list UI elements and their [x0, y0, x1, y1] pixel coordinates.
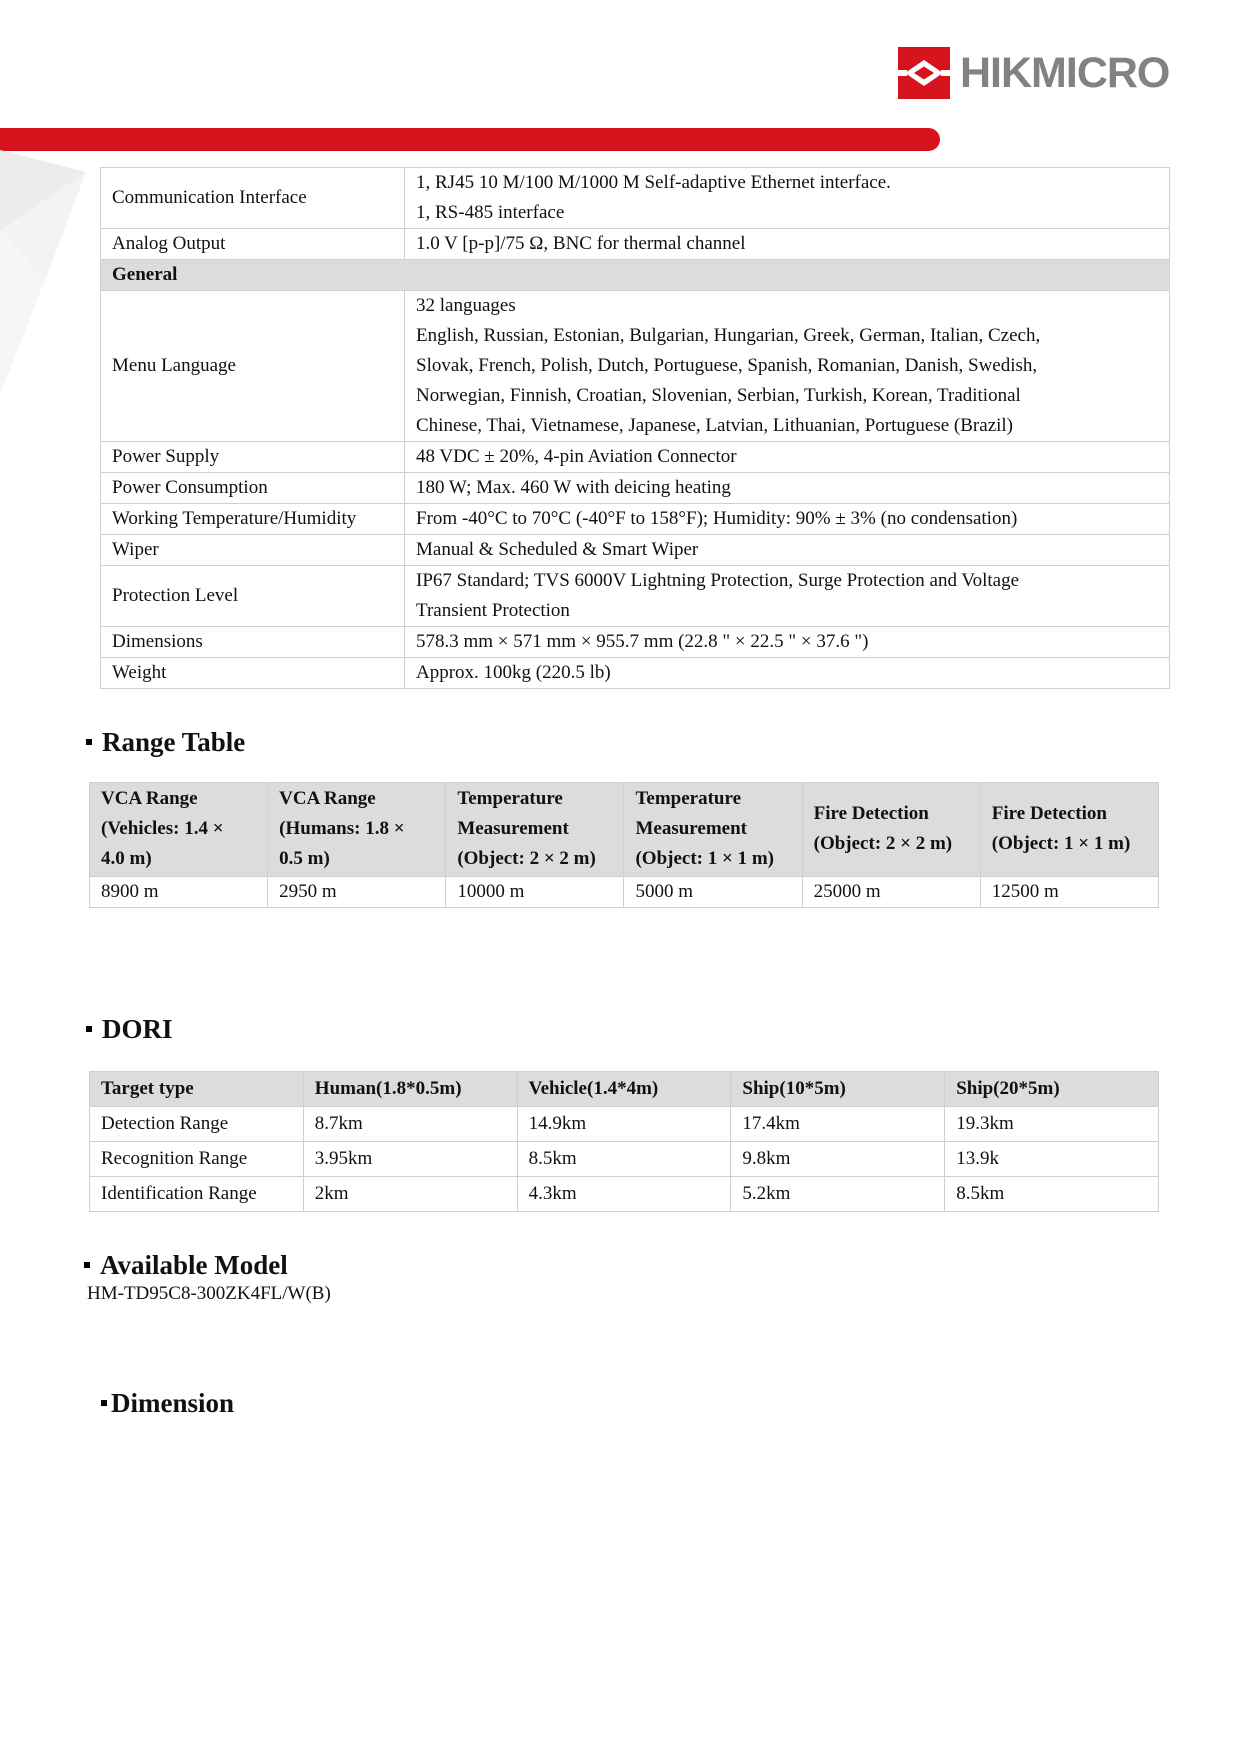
spec-label: Dimensions	[101, 627, 405, 658]
spec-label: Menu Language	[101, 291, 405, 442]
spec-value-line: Chinese, Thai, Vietnamese, Japanese, Latvian, Lithuanian, Portuguese (Brazil)	[416, 415, 1014, 436]
dimension-heading	[101, 1386, 234, 1420]
spec-value: 1.0 V [p-p]/75 Ω, BNC for thermal channel	[405, 229, 1170, 260]
spec-value-line: Slovak, French, Polish, Dutch, Portuguese, Spanish, Romanian, Danish, Swedish,	[416, 355, 1038, 376]
table-cell: 5000 m	[624, 877, 802, 908]
table-row	[101, 627, 1170, 658]
available-model-heading	[84, 1248, 288, 1282]
table-row	[90, 877, 1159, 908]
header-line: Temperature	[457, 788, 563, 809]
spec-label: Analog Output	[101, 229, 405, 260]
table-header-row	[90, 783, 1159, 877]
spec-value: Manual & Scheduled & Smart Wiper	[405, 535, 1170, 566]
spec-value: 48 VDC ± 20%, 4-pin Aviation Connector	[405, 442, 1170, 473]
header-red-bar	[0, 128, 940, 151]
spec-label: Wiper	[101, 535, 405, 566]
column-header: Ship(20*5m)	[945, 1072, 1159, 1107]
header-line: (Humans: 1.8 ×	[279, 818, 405, 839]
spec-value: Approx. 100kg (220.5 lb)	[405, 658, 1170, 689]
table-row	[101, 229, 1170, 260]
table-row	[101, 658, 1170, 689]
header-line: (Object: 2 × 2 m)	[813, 833, 953, 854]
column-header: Ship(10*5m)	[731, 1072, 945, 1107]
table-cell: 12500 m	[980, 877, 1158, 908]
table-cell: 3.95km	[303, 1142, 517, 1177]
table-cell: Recognition Range	[90, 1142, 304, 1177]
header-line: VCA Range	[101, 788, 198, 809]
header-line: Measurement	[457, 818, 569, 839]
spec-value: 578.3 mm × 571 mm × 955.7 mm (22.8 " × 22.5 " × 37.6 ")	[405, 627, 1170, 658]
range-table	[89, 782, 1159, 908]
table-row	[101, 566, 1170, 627]
section-row	[101, 260, 1170, 291]
section-title: Dimension	[111, 1388, 235, 1418]
bullet-icon	[86, 1026, 92, 1032]
section-title: Range Table	[102, 727, 246, 757]
spec-value: 180 W; Max. 460 W with deicing heating	[405, 473, 1170, 504]
table-cell: 4.3km	[517, 1177, 731, 1212]
spec-value-line: 1, RJ45 10 M/100 M/1000 M Self-adaptive Ethernet interface.	[416, 172, 891, 193]
table-row	[101, 291, 1170, 442]
table-row	[101, 473, 1170, 504]
bullet-icon	[84, 1262, 90, 1268]
table-cell: 2950 m	[268, 877, 446, 908]
spec-label: Communication Interface	[101, 168, 405, 229]
spec-value	[405, 168, 1170, 229]
table-cell: 19.3km	[945, 1107, 1159, 1142]
spec-label: Protection Level	[101, 566, 405, 627]
section-title: Available Model	[100, 1250, 288, 1280]
spec-table	[100, 167, 1170, 689]
model-number: HM-TD95C8-300ZK4FL/W(B)	[87, 1283, 331, 1304]
dori-heading	[86, 1012, 173, 1046]
spec-value-line: Transient Protection	[416, 600, 570, 621]
table-cell: 25000 m	[802, 877, 980, 908]
table-cell: 8.5km	[517, 1142, 731, 1177]
table-row	[90, 1142, 1159, 1177]
spec-value-line: Norwegian, Finnish, Croatian, Slovenian, Serbian, Turkish, Korean, Traditional	[416, 385, 1021, 406]
table-cell: 10000 m	[446, 877, 624, 908]
section-title: General	[101, 260, 1170, 291]
table-cell: Detection Range	[90, 1107, 304, 1142]
table-row	[90, 1107, 1159, 1142]
spec-label: Power Consumption	[101, 473, 405, 504]
bullet-icon	[86, 739, 92, 745]
header-line: (Object: 2 × 2 m)	[457, 848, 596, 869]
column-header	[624, 783, 802, 877]
table-cell: 8900 m	[90, 877, 268, 908]
column-header: Vehicle(1.4*4m)	[517, 1072, 731, 1107]
spec-value-line: English, Russian, Estonian, Bulgarian, Hungarian, Greek, German, Italian, Czech,	[416, 325, 1041, 346]
header-line: Fire Detection	[991, 803, 1107, 824]
header-line: (Object: 1 × 1 m)	[635, 848, 774, 869]
table-cell: Identification Range	[90, 1177, 304, 1212]
column-header: Human(1.8*0.5m)	[303, 1072, 517, 1107]
section-title: DORI	[102, 1014, 173, 1044]
spec-label: Weight	[101, 658, 405, 689]
column-header	[446, 783, 624, 877]
spec-value: From -40°C to 70°C (-40°F to 158°F); Humidity: 90% ± 3% (no condensation)	[405, 504, 1170, 535]
brand-name: HIKMICRO	[960, 48, 1170, 97]
table-row	[90, 1177, 1159, 1212]
table-row	[101, 504, 1170, 535]
table-row	[101, 442, 1170, 473]
header-line: Measurement	[635, 818, 747, 839]
table-row	[101, 168, 1170, 229]
watermark-graphic	[0, 150, 100, 400]
table-cell: 5.2km	[731, 1177, 945, 1212]
spec-value-line: 1, RS-485 interface	[416, 202, 565, 223]
table-cell: 14.9km	[517, 1107, 731, 1142]
header-line: (Object: 1 × 1 m)	[991, 833, 1131, 854]
bullet-icon	[101, 1400, 107, 1406]
spec-value-line: 32 languages	[416, 295, 516, 316]
column-header	[980, 783, 1158, 877]
header-line: 0.5 m)	[279, 848, 330, 869]
header-line: Temperature	[635, 788, 742, 809]
spec-value	[405, 566, 1170, 627]
range-table-heading	[86, 725, 245, 759]
header-line: 4.0 m)	[101, 848, 152, 869]
spec-value-line: IP67 Standard; TVS 6000V Lightning Protection, Surge Protection and Voltage	[416, 570, 1020, 591]
header-line: Fire Detection	[813, 803, 929, 824]
header-line: (Vehicles: 1.4 ×	[101, 818, 224, 839]
spec-label: Power Supply	[101, 442, 405, 473]
column-header	[90, 783, 268, 877]
column-header: Target type	[90, 1072, 304, 1107]
table-cell: 13.9k	[945, 1142, 1159, 1177]
column-header	[802, 783, 980, 877]
hikmicro-logo-icon	[898, 47, 950, 99]
spec-label: Working Temperature/Humidity	[101, 504, 405, 535]
column-header	[268, 783, 446, 877]
dori-table	[89, 1071, 1159, 1212]
table-cell: 2km	[303, 1177, 517, 1212]
table-header-row	[90, 1072, 1159, 1107]
brand-logo	[898, 45, 1169, 101]
header-line: VCA Range	[279, 788, 376, 809]
table-cell: 17.4km	[731, 1107, 945, 1142]
table-cell: 8.7km	[303, 1107, 517, 1142]
table-cell: 9.8km	[731, 1142, 945, 1177]
spec-value	[405, 291, 1170, 442]
table-row	[101, 535, 1170, 566]
table-cell: 8.5km	[945, 1177, 1159, 1212]
